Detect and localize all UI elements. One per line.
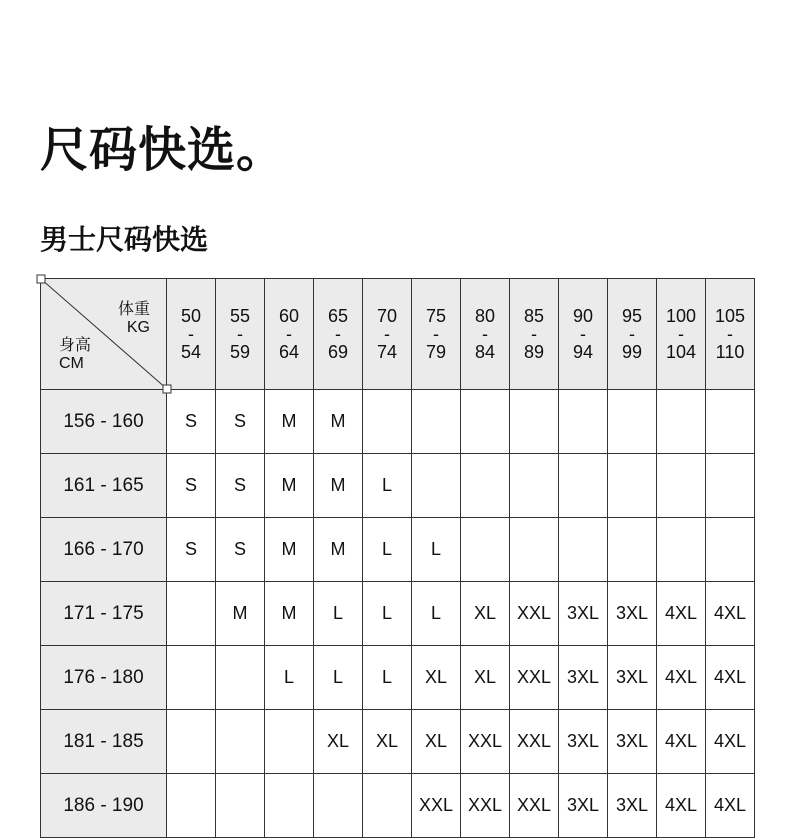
size-cell: 3XL [559,646,608,710]
weight-to: 110 [715,342,745,362]
weight-header-cell [167,279,216,390]
size-cell [363,774,412,838]
size-cell [461,454,510,518]
weight-header-cell [412,279,461,390]
size-cell: L [265,646,314,710]
size-cell [608,454,657,518]
size-cell: 4XL [657,774,706,838]
weight-to: 94 [572,342,594,362]
weight-to: 79 [425,342,447,362]
height-unit: CM [59,355,84,372]
size-cell: 4XL [706,646,755,710]
range-dash: - [580,324,586,344]
table-row [41,710,755,774]
size-cell: 4XL [657,582,706,646]
range-dash: - [286,324,292,344]
range-dash: - [237,324,243,344]
size-cell [412,454,461,518]
size-cell: M [265,390,314,454]
size-cell [216,710,265,774]
size-cell: 4XL [706,774,755,838]
size-cell [706,518,755,582]
weight-to: 104 [665,342,697,362]
weight-header-cell [461,279,510,390]
size-cell: 3XL [608,582,657,646]
size-cell [657,518,706,582]
weight-to: 59 [229,342,251,362]
size-cell: L [412,518,461,582]
size-cell: 3XL [559,774,608,838]
size-cell [167,582,216,646]
size-cell: XXL [510,774,559,838]
size-cell: M [314,518,363,582]
size-cell: 3XL [608,774,657,838]
weight-to: 69 [327,342,349,362]
size-cell: S [167,390,216,454]
weight-from: 90 [572,306,594,326]
size-cell [559,518,608,582]
height-range-cell: 161 - 165 [41,454,167,518]
size-cell [216,646,265,710]
range-dash: - [678,324,684,344]
size-cell: L [363,646,412,710]
size-cell: XL [461,582,510,646]
height-axis-label [59,337,91,373]
weight-from: 95 [621,306,643,326]
height-range-cell: 181 - 185 [41,710,167,774]
size-cell: XL [412,710,461,774]
size-cell [510,454,559,518]
size-cell: 4XL [706,710,755,774]
size-cell [461,390,510,454]
size-cell: S [216,454,265,518]
weight-axis-label [118,301,150,337]
range-dash: - [482,324,488,344]
weight-header-cell [314,279,363,390]
size-cell: XXL [461,774,510,838]
weight-to: 84 [474,342,496,362]
size-cell [265,774,314,838]
weight-from: 85 [523,306,545,326]
range-dash: - [629,324,635,344]
height-range-cell: 186 - 190 [41,774,167,838]
table-row [41,390,755,454]
size-cell: 4XL [657,646,706,710]
size-cell [265,710,314,774]
weight-to: 74 [376,342,398,362]
size-cell: 3XL [559,582,608,646]
height-range-cell: 171 - 175 [41,582,167,646]
header-row [41,279,755,390]
weight-from: 105 [714,306,746,326]
corner-cell [41,279,167,390]
table-row [41,582,755,646]
size-cell [510,518,559,582]
size-cell [657,390,706,454]
section-title: 男士尺码快选 [40,223,209,256]
size-cell: XXL [510,646,559,710]
size-cell: XXL [461,710,510,774]
weight-from: 65 [327,306,349,326]
page-title: 尺码快选。 [40,122,286,178]
size-cell: S [216,518,265,582]
size-cell [657,454,706,518]
size-cell: 4XL [706,582,755,646]
height-range-cell: 166 - 170 [41,518,167,582]
size-cell [706,454,755,518]
size-cell [559,454,608,518]
weight-from: 60 [278,306,300,326]
size-cell [216,774,265,838]
weight-header-cell [559,279,608,390]
range-dash: - [335,324,341,344]
weight-from: 55 [229,306,251,326]
size-cell: 3XL [559,710,608,774]
weight-from: 75 [425,306,447,326]
size-cell: M [314,454,363,518]
size-cell: XL [314,710,363,774]
weight-to: 54 [180,342,202,362]
weight-from: 50 [180,306,202,326]
size-cell [510,390,559,454]
size-cell [559,390,608,454]
size-cell: XXL [510,582,559,646]
size-cell: M [265,454,314,518]
weight-to: 89 [523,342,545,362]
size-cell [167,710,216,774]
weight-header-cell [265,279,314,390]
size-cell: L [363,518,412,582]
size-cell: XXL [412,774,461,838]
weight-header-cell [608,279,657,390]
size-cell: XL [363,710,412,774]
table-body [41,390,755,838]
table-row [41,518,755,582]
weight-header-cell [216,279,265,390]
size-cell: L [363,454,412,518]
height-range-cell: 176 - 180 [41,646,167,710]
size-cell: M [314,390,363,454]
weight-unit: KG [126,319,150,336]
size-cell: XL [461,646,510,710]
weight-header-cell [510,279,559,390]
weight-header-cell [657,279,706,390]
table-row [41,454,755,518]
size-cell [608,390,657,454]
table-row [41,774,755,838]
size-cell: L [363,582,412,646]
size-cell: L [314,646,363,710]
size-chart-table [40,278,755,838]
range-dash: - [433,324,439,344]
range-dash: - [727,324,733,344]
weight-from: 100 [665,306,697,326]
range-dash: - [384,324,390,344]
size-cell: XL [412,646,461,710]
table-row [41,646,755,710]
size-cell: XXL [510,710,559,774]
size-cell: M [265,582,314,646]
range-dash: - [531,324,537,344]
size-cell: 4XL [657,710,706,774]
height-range-cell: 156 - 160 [41,390,167,454]
size-cell [461,518,510,582]
weight-to: 64 [278,342,300,362]
size-cell: 3XL [608,646,657,710]
weight-to: 99 [621,342,643,362]
size-cell: 3XL [608,710,657,774]
size-cell: L [314,582,363,646]
weight-header-cell [706,279,755,390]
size-cell [167,646,216,710]
size-cell [608,518,657,582]
height-label: 身高 [59,337,92,354]
weight-from: 70 [376,306,398,326]
size-cell [706,390,755,454]
size-cell: S [167,518,216,582]
size-cell [363,390,412,454]
size-cell: S [167,454,216,518]
size-cell: M [265,518,314,582]
range-dash: - [188,324,194,344]
weight-label: 体重 [117,301,150,318]
weight-header-cell [363,279,412,390]
size-cell [412,390,461,454]
size-cell: M [216,582,265,646]
size-cell: L [412,582,461,646]
size-cell [314,774,363,838]
weight-from: 80 [474,306,496,326]
size-cell: S [216,390,265,454]
size-cell [167,774,216,838]
